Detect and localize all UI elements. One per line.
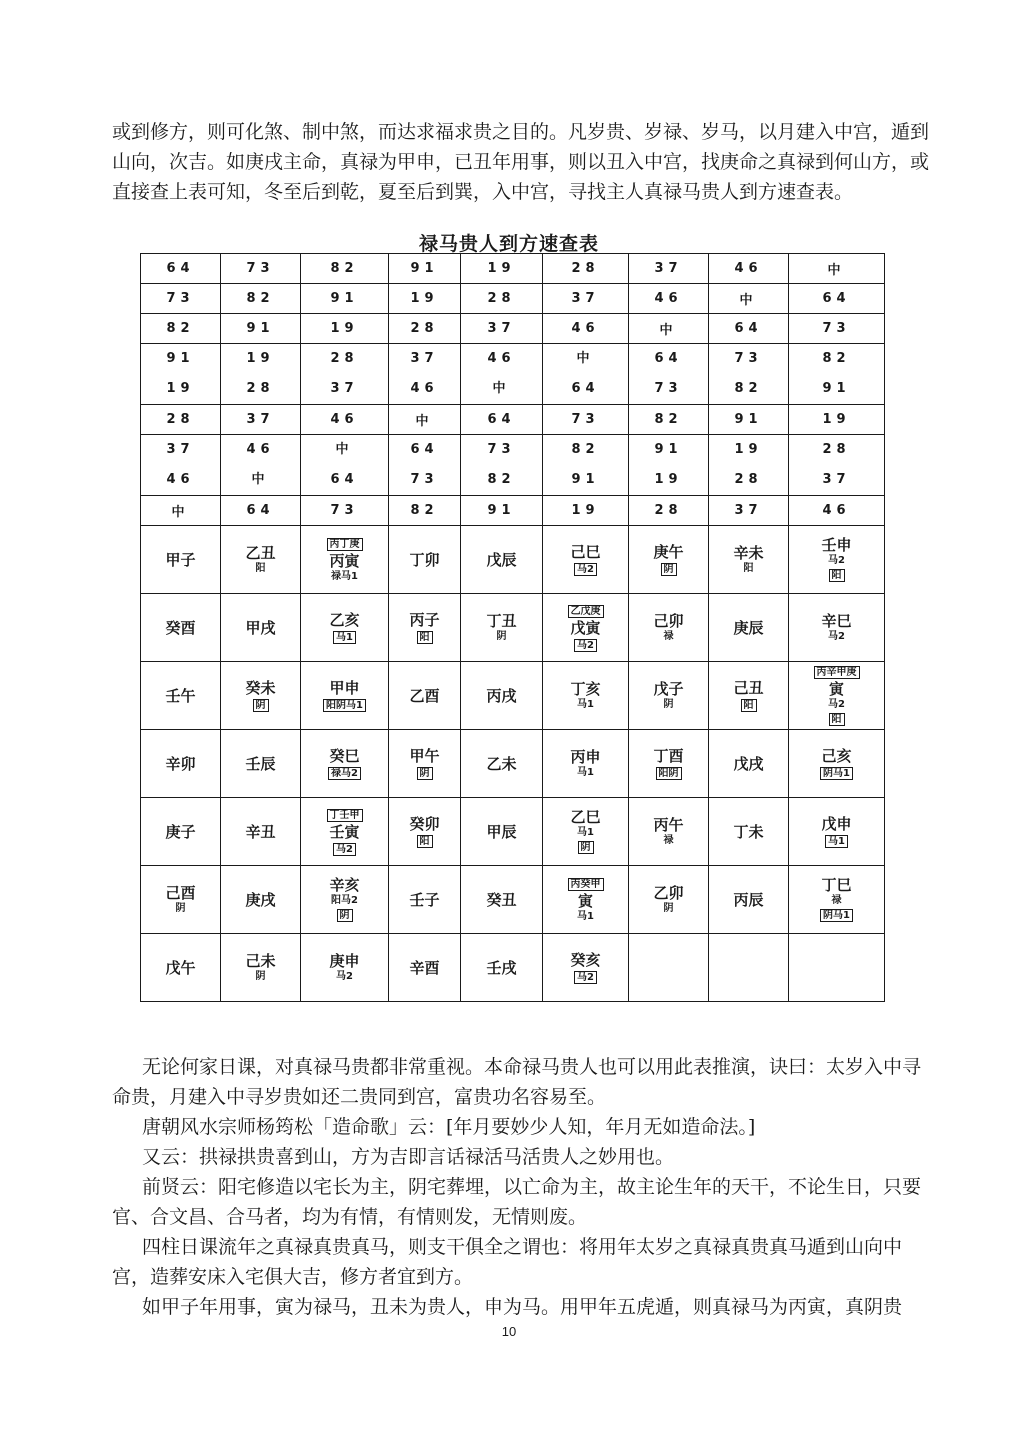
ganzhi-label: 甲戌 <box>245 618 276 637</box>
number-value: 中 <box>251 472 270 487</box>
ganzhi-cell <box>543 798 629 866</box>
number-value: 37 <box>330 381 359 396</box>
number-cell <box>221 435 301 496</box>
number-cell: 19 <box>301 314 389 344</box>
ganzhi-cell <box>629 662 709 730</box>
ganzhi-boxed-note: 阴 <box>578 841 594 854</box>
number-value: 28 <box>246 381 275 396</box>
ganzhi-boxed-note: 阴 <box>253 699 269 712</box>
ganzhi-cell <box>543 934 629 1002</box>
ganzhi-row <box>141 866 885 934</box>
ganzhi-cell <box>301 526 389 594</box>
body-paragraph-2: 唐朝风水宗师杨筠松「造命歌」云：[年月要妙少人知，年月无如造命法。] <box>142 1116 756 1138</box>
number-cell: 28 <box>141 405 221 435</box>
ganzhi-cell <box>141 594 221 662</box>
number-cell: 91 <box>709 405 789 435</box>
number-value: 64 <box>571 381 600 396</box>
number-value: 19 <box>734 442 763 457</box>
ganzhi-label: 丁酉 <box>653 746 684 765</box>
number-value: 中 <box>576 351 595 366</box>
ganzhi-cell <box>461 526 543 594</box>
number-cell: 37 <box>709 496 789 526</box>
body-paragraph-1: 无论何家日课，对真禄马贵都非常重视。本命禄马贵人也可以用此表推演，诀曰：太岁入中寻命贵，月建入中寻岁贵如还二贵同到宫，富贵功名容易至。 <box>112 1056 922 1108</box>
ganzhi-label: 丁卯 <box>409 550 440 569</box>
number-value: 19 <box>246 351 275 366</box>
ganzhi-boxed-note: 阴马1 <box>820 909 853 922</box>
ganzhi-cell <box>789 662 885 730</box>
ganzhi-label: 辛亥 <box>329 876 360 894</box>
number-cell: 64 <box>789 284 885 314</box>
number-value: 46 <box>166 472 195 487</box>
ganzhi-label: 戊寅 <box>570 618 601 637</box>
ganzhi-cell <box>789 526 885 594</box>
body-paragraph-4: 前贤云：阳宅修造以宅长为主，阴宅葬埋，以亡命为主，故主论生年的天干，不论生日，只要官、合文昌、合马者，均为有情，有情则发，无情则废。 <box>112 1176 922 1228</box>
ganzhi-cell <box>629 934 709 1002</box>
ganzhi-cell <box>789 866 885 934</box>
ganzhi-note: 阳 <box>743 563 754 574</box>
ganzhi-cell <box>221 866 301 934</box>
number-value: 46 <box>410 381 439 396</box>
number-cell: 46 <box>789 496 885 526</box>
ganzhi-cell <box>709 866 789 934</box>
number-value: 19 <box>166 381 195 396</box>
ganzhi-boxed-note: 马2 <box>574 563 597 576</box>
ganzhi-cell <box>221 934 301 1002</box>
number-cell: 中 <box>141 496 221 526</box>
ganzhi-boxed-note: 阳 <box>417 835 433 848</box>
page-number: 10 <box>501 1324 517 1339</box>
number-value: 64 <box>654 351 683 366</box>
stem-box: 丙丁庚 <box>327 538 363 551</box>
number-row <box>141 284 885 314</box>
number-cell: 中 <box>709 284 789 314</box>
number-cell: 19 <box>461 254 543 284</box>
number-cell: 中 <box>389 405 461 435</box>
number-cell: 37 <box>543 284 629 314</box>
ganzhi-note: 禄马1 <box>331 571 358 582</box>
ganzhi-label: 壬午 <box>165 686 196 705</box>
ganzhi-label: 戊申 <box>821 814 852 833</box>
number-cell <box>543 435 629 496</box>
intro-paragraph: 或到修方，则可化煞、制中煞，而达求福求贵之目的。凡岁贵、岁禄、岁马，以月建入中宫，遁到山向，次吉。如庚戌主命，真禄为甲申，已丑年用事，则以丑入中宫，找庚命之真禄到何山方，或直接查上表可知，冬至后到乾，夏至后到巽，入中宫，寻找主人真禄马贵人到方速查表。 <box>112 121 930 203</box>
ganzhi-label: 庚辰 <box>733 618 764 637</box>
number-value: 91 <box>571 472 600 487</box>
ganzhi-label: 壬寅 <box>329 822 360 841</box>
ganzhi-row <box>141 526 885 594</box>
number-cell: 82 <box>301 254 389 284</box>
ganzhi-cell <box>141 866 221 934</box>
number-cell: 64 <box>141 254 221 284</box>
ganzhi-boxed-note: 阳 <box>417 631 433 644</box>
ganzhi-note: 马1 <box>577 911 594 922</box>
number-cell: 73 <box>543 405 629 435</box>
number-cell <box>461 435 543 496</box>
number-value: 73 <box>487 442 516 457</box>
number-cell <box>789 344 885 405</box>
ganzhi-label: 庚申 <box>329 952 360 970</box>
ganzhi-label: 壬子 <box>409 890 440 909</box>
ganzhi-label: 丙午 <box>653 816 684 834</box>
ganzhi-label: 乙巳 <box>570 808 601 826</box>
table-title: 禄马贵人到方速查表 <box>418 233 599 255</box>
number-cell <box>789 435 885 496</box>
number-value: 91 <box>654 442 683 457</box>
ganzhi-cell <box>301 934 389 1002</box>
number-cell <box>629 435 709 496</box>
ganzhi-boxed-note: 阴马1 <box>820 767 853 780</box>
number-cell: 91 <box>221 314 301 344</box>
ganzhi-label: 寅 <box>828 680 844 698</box>
ganzhi-label: 壬辰 <box>245 754 276 773</box>
ganzhi-label: 癸酉 <box>165 618 196 637</box>
number-cell <box>389 344 461 405</box>
number-cell: 82 <box>141 314 221 344</box>
number-value: 37 <box>410 351 439 366</box>
ganzhi-cell <box>221 730 301 798</box>
ganzhi-boxed-note: 马1 <box>333 631 356 644</box>
ganzhi-cell <box>221 526 301 594</box>
number-cell: 82 <box>629 405 709 435</box>
ganzhi-note: 阴 <box>663 699 674 710</box>
number-cell <box>389 435 461 496</box>
ganzhi-label: 癸亥 <box>570 950 601 969</box>
ganzhi-cell <box>389 662 461 730</box>
ganzhi-label: 丙寅 <box>329 552 360 570</box>
ganzhi-label: 丁亥 <box>570 680 601 698</box>
number-cell: 64 <box>221 496 301 526</box>
number-value: 中 <box>492 381 511 396</box>
number-cell <box>301 435 389 496</box>
number-row <box>141 314 885 344</box>
ganzhi-label: 寅 <box>577 892 593 910</box>
ganzhi-label: 辛巳 <box>821 612 852 630</box>
ganzhi-note: 马2 <box>828 699 845 710</box>
ganzhi-note: 马2 <box>828 555 845 566</box>
ganzhi-row <box>141 730 885 798</box>
number-cell: 19 <box>389 284 461 314</box>
ganzhi-cell <box>629 730 709 798</box>
ganzhi-note: 马2 <box>828 631 845 642</box>
ganzhi-note: 马2 <box>336 971 353 982</box>
ganzhi-cell <box>141 798 221 866</box>
number-value: 82 <box>734 381 763 396</box>
ganzhi-boxed-note: 阳 <box>829 713 845 726</box>
ganzhi-cell <box>461 730 543 798</box>
number-cell <box>141 344 221 405</box>
number-value: 28 <box>330 351 359 366</box>
ganzhi-label: 甲辰 <box>486 822 517 841</box>
number-cell: 46 <box>629 284 709 314</box>
ganzhi-cell <box>301 798 389 866</box>
body-paragraph-6: 如甲子年用事，寅为禄马，丑未为贵人，申为马。用甲年五虎遁，则真禄马为丙寅，真阴贵 <box>142 1296 903 1318</box>
ganzhi-boxed-note: 阴 <box>417 767 433 780</box>
ganzhi-label: 庚戌 <box>245 890 276 909</box>
ganzhi-note: 禄 <box>831 895 842 906</box>
number-cell: 19 <box>543 496 629 526</box>
number-value: 28 <box>734 472 763 487</box>
number-cell: 46 <box>709 254 789 284</box>
ganzhi-cell <box>629 798 709 866</box>
ganzhi-label: 乙丑 <box>245 544 276 562</box>
ganzhi-label: 庚午 <box>653 542 684 561</box>
number-cell: 91 <box>301 284 389 314</box>
ganzhi-label: 甲午 <box>409 746 440 765</box>
number-cell: 37 <box>629 254 709 284</box>
ganzhi-cell <box>389 594 461 662</box>
number-cell: 28 <box>629 496 709 526</box>
number-value: 中 <box>335 442 354 457</box>
ganzhi-cell <box>301 662 389 730</box>
number-cell: 37 <box>461 314 543 344</box>
number-value: 82 <box>822 351 851 366</box>
ganzhi-label: 辛卯 <box>165 754 196 773</box>
number-cell: 82 <box>221 284 301 314</box>
ganzhi-label: 戊辰 <box>486 550 517 569</box>
number-row <box>141 254 885 284</box>
number-cell <box>709 435 789 496</box>
ganzhi-label: 乙酉 <box>409 686 440 705</box>
ganzhi-note: 阳 <box>255 563 266 574</box>
number-cell <box>543 344 629 405</box>
number-cell <box>709 344 789 405</box>
ganzhi-label: 丙戌 <box>486 686 517 705</box>
ganzhi-label: 壬戌 <box>486 958 517 977</box>
ganzhi-label: 壬申 <box>821 536 852 554</box>
ganzhi-label: 己亥 <box>821 746 852 765</box>
ganzhi-label: 丙辰 <box>733 890 764 909</box>
number-cell: 64 <box>461 405 543 435</box>
ganzhi-cell <box>709 798 789 866</box>
number-value: 73 <box>734 351 763 366</box>
lookup-table <box>140 253 885 1002</box>
number-cell <box>629 344 709 405</box>
number-value: 19 <box>654 472 683 487</box>
ganzhi-label: 乙亥 <box>329 610 360 629</box>
number-cell: 46 <box>543 314 629 344</box>
stem-box: 丙辛甲庚 <box>814 666 860 679</box>
ganzhi-label: 戊子 <box>653 680 684 698</box>
ganzhi-cell <box>141 730 221 798</box>
ganzhi-label: 己酉 <box>165 884 196 902</box>
number-value: 91 <box>166 351 195 366</box>
ganzhi-note: 阳马2 <box>331 895 358 906</box>
ganzhi-row <box>141 594 885 662</box>
ganzhi-row <box>141 662 885 730</box>
number-cell <box>461 344 543 405</box>
ganzhi-label: 戊午 <box>165 958 196 977</box>
number-row <box>141 405 885 435</box>
ganzhi-cell <box>389 934 461 1002</box>
ganzhi-cell <box>141 662 221 730</box>
number-value: 91 <box>822 381 851 396</box>
number-cell: 64 <box>709 314 789 344</box>
ganzhi-boxed-note: 马2 <box>333 843 356 856</box>
number-value: 37 <box>166 442 195 457</box>
number-value: 46 <box>487 351 516 366</box>
ganzhi-cell <box>389 526 461 594</box>
number-cell: 73 <box>221 254 301 284</box>
ganzhi-label: 癸未 <box>245 678 276 697</box>
ganzhi-boxed-note: 马1 <box>825 835 848 848</box>
ganzhi-cell <box>461 798 543 866</box>
ganzhi-label: 辛丑 <box>245 822 276 841</box>
ganzhi-label: 癸巳 <box>329 746 360 765</box>
number-cell <box>141 435 221 496</box>
ganzhi-label: 己卯 <box>653 612 684 630</box>
ganzhi-label: 甲子 <box>165 550 196 569</box>
ganzhi-label: 乙未 <box>486 754 517 773</box>
number-cell: 19 <box>789 405 885 435</box>
ganzhi-boxed-note: 马2 <box>574 639 597 652</box>
number-cell: 中 <box>629 314 709 344</box>
ganzhi-cell <box>709 594 789 662</box>
number-cell: 91 <box>461 496 543 526</box>
ganzhi-cell <box>141 526 221 594</box>
ganzhi-boxed-note: 禄马2 <box>328 767 361 780</box>
ganzhi-cell <box>301 594 389 662</box>
ganzhi-label: 己巳 <box>570 542 601 561</box>
ganzhi-label: 丙子 <box>409 610 440 629</box>
ganzhi-cell <box>543 730 629 798</box>
ganzhi-cell <box>461 662 543 730</box>
ganzhi-cell <box>789 798 885 866</box>
number-value: 64 <box>410 442 439 457</box>
number-cell: 82 <box>389 496 461 526</box>
ganzhi-boxed-note: 阴 <box>661 563 677 576</box>
number-cell: 73 <box>141 284 221 314</box>
ganzhi-row <box>141 934 885 1002</box>
ganzhi-cell <box>629 866 709 934</box>
number-cell: 73 <box>789 314 885 344</box>
ganzhi-note: 阴 <box>496 631 507 642</box>
ganzhi-cell <box>543 866 629 934</box>
ganzhi-row <box>141 798 885 866</box>
number-row <box>141 496 885 526</box>
ganzhi-note: 禄 <box>663 631 674 642</box>
number-value: 28 <box>822 442 851 457</box>
ganzhi-cell <box>389 866 461 934</box>
number-row <box>141 435 885 496</box>
ganzhi-note: 阴 <box>255 971 266 982</box>
ganzhi-cell <box>301 730 389 798</box>
number-row <box>141 344 885 405</box>
number-cell <box>301 344 389 405</box>
ganzhi-cell <box>221 662 301 730</box>
number-cell: 中 <box>789 254 885 284</box>
ganzhi-label: 己丑 <box>733 678 764 697</box>
number-value: 82 <box>571 442 600 457</box>
ganzhi-label: 辛酉 <box>409 958 440 977</box>
ganzhi-label: 丁未 <box>733 822 764 841</box>
number-cell: 28 <box>461 284 543 314</box>
ganzhi-boxed-note: 阳 <box>741 699 757 712</box>
number-cell: 37 <box>221 405 301 435</box>
ganzhi-label: 乙卯 <box>653 884 684 902</box>
number-cell: 91 <box>389 254 461 284</box>
ganzhi-cell <box>789 934 885 1002</box>
ganzhi-cell <box>221 798 301 866</box>
ganzhi-cell <box>301 866 389 934</box>
ganzhi-label: 甲申 <box>329 678 360 697</box>
ganzhi-label: 己未 <box>245 952 276 970</box>
ganzhi-cell <box>543 526 629 594</box>
number-cell: 28 <box>389 314 461 344</box>
ganzhi-cell <box>789 730 885 798</box>
ganzhi-note: 马1 <box>577 767 594 778</box>
ganzhi-label: 庚子 <box>165 822 196 841</box>
body-paragraph-3: 又云：拱禄拱贵喜到山，方为吉即言话禄活马活贵人之妙用也。 <box>142 1146 675 1168</box>
ganzhi-cell <box>709 730 789 798</box>
ganzhi-label: 癸卯 <box>409 814 440 833</box>
number-cell <box>221 344 301 405</box>
ganzhi-cell <box>709 526 789 594</box>
number-cell: 28 <box>543 254 629 284</box>
ganzhi-boxed-note: 阳阴 <box>656 767 682 780</box>
ganzhi-note: 马1 <box>577 827 594 838</box>
number-value: 46 <box>246 442 275 457</box>
stem-box: 丁壬甲 <box>327 809 363 822</box>
ganzhi-note: 阴 <box>663 903 674 914</box>
number-value: 73 <box>410 472 439 487</box>
ganzhi-cell <box>389 730 461 798</box>
number-cell: 73 <box>301 496 389 526</box>
ganzhi-cell <box>629 594 709 662</box>
number-value: 82 <box>487 472 516 487</box>
stem-box: 丙癸甲 <box>568 878 604 891</box>
ganzhi-cell <box>789 594 885 662</box>
ganzhi-boxed-note: 马2 <box>574 971 597 984</box>
ganzhi-boxed-note: 阳阴马1 <box>323 699 366 712</box>
ganzhi-note: 禄 <box>663 835 674 846</box>
number-cell: 46 <box>301 405 389 435</box>
stem-box: 乙戊庚 <box>568 605 604 618</box>
ganzhi-boxed-note: 阴 <box>337 909 353 922</box>
ganzhi-label: 戊戌 <box>733 754 764 773</box>
body-paragraph-5: 四柱日课流年之真禄真贵真马，则支干俱全之谓也：将用年太岁之真禄真贵真马遁到山向中宫，造葬安床入宅俱大吉，修方者宜到方。 <box>112 1236 903 1288</box>
ganzhi-cell <box>221 594 301 662</box>
ganzhi-note: 马1 <box>577 699 594 710</box>
ganzhi-cell <box>543 662 629 730</box>
ganzhi-label: 丁丑 <box>486 612 517 630</box>
ganzhi-cell <box>461 594 543 662</box>
ganzhi-note: 阴 <box>175 903 186 914</box>
ganzhi-label: 癸丑 <box>486 890 517 909</box>
ganzhi-cell <box>629 526 709 594</box>
ganzhi-cell <box>709 662 789 730</box>
ganzhi-boxed-note: 阳 <box>829 569 845 582</box>
ganzhi-cell <box>389 798 461 866</box>
ganzhi-cell <box>141 934 221 1002</box>
ganzhi-cell <box>543 594 629 662</box>
ganzhi-cell <box>709 934 789 1002</box>
ganzhi-cell <box>461 866 543 934</box>
number-value: 64 <box>330 472 359 487</box>
number-value: 37 <box>822 472 851 487</box>
ganzhi-label: 丁巳 <box>821 876 852 894</box>
number-value: 73 <box>654 381 683 396</box>
ganzhi-label: 辛未 <box>733 544 764 562</box>
ganzhi-cell <box>461 934 543 1002</box>
ganzhi-label: 丙申 <box>570 748 601 766</box>
